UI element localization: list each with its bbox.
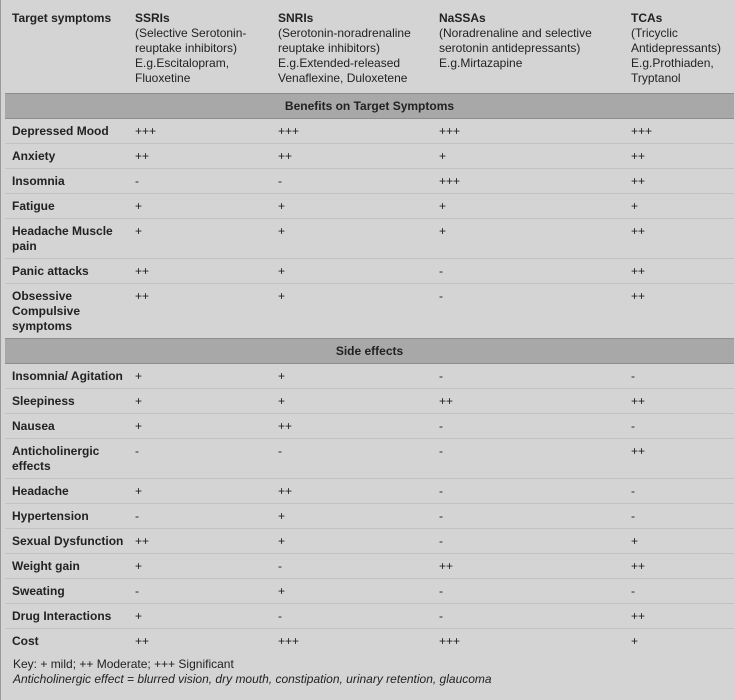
rating-cell: ++ (135, 529, 278, 554)
section-title: Benefits on Target Symptoms (5, 94, 734, 119)
column-header-line: E.g.Mirtazapine (439, 56, 523, 70)
rating-cell: +++ (278, 634, 300, 648)
rating-cell: +++ (631, 119, 734, 144)
row-label: Weight gain (5, 554, 135, 579)
rating-cell: ++ (631, 289, 646, 303)
rating-cell: + (135, 479, 278, 504)
rating-cell: ++ (631, 604, 734, 629)
table-row (5, 169, 734, 194)
header-row (5, 0, 734, 94)
column-header-title: SNRIs (278, 11, 314, 25)
rating-cell: - (439, 604, 631, 629)
rating-cell: + (135, 414, 278, 439)
rating-cell: ++ (135, 634, 150, 648)
rating-cell: - (439, 479, 631, 504)
rating-cell: + (278, 194, 439, 219)
rating-cell: ++ (278, 414, 439, 439)
rating-cell: + (135, 219, 278, 259)
row-label: Cost (12, 634, 39, 648)
rating-cell: + (278, 504, 439, 529)
rating-cell: ++ (278, 144, 439, 169)
rating-cell: + (135, 364, 278, 389)
row-label: Depressed Mood (5, 119, 135, 144)
rating-cell: - (439, 504, 631, 529)
column-header-line: (Noradrenaline and selective (439, 26, 592, 40)
rating-cell: + (135, 554, 278, 579)
rating-cell: + (278, 259, 439, 284)
column-header-line: serotonin antidepressants) (439, 41, 581, 55)
column-header (135, 0, 278, 94)
column-header-line: reuptake inhibitors) (135, 41, 238, 55)
column-header-line: Venaflexine, Duloxetene (278, 71, 408, 85)
rating-cell: ++ (631, 169, 734, 194)
column-header-line: Tryptanol (631, 71, 681, 85)
rating-cell: + (135, 194, 278, 219)
rating-cell: - (439, 414, 631, 439)
rating-cell: - (278, 554, 439, 579)
rating-cell: - (439, 289, 443, 303)
rating-cell: ++ (631, 554, 734, 579)
table-row (5, 554, 734, 579)
rating-cell: + (135, 389, 278, 414)
rating-cell: +++ (439, 119, 631, 144)
rating-cell: ++ (439, 389, 631, 414)
rating-cell: - (631, 364, 734, 389)
rating-cell: + (278, 389, 439, 414)
section-header-row (5, 94, 734, 119)
rating-cell: + (135, 604, 278, 629)
table-row (5, 604, 734, 629)
row-label: Insomnia (5, 169, 135, 194)
row-label: Nausea (5, 414, 135, 439)
rating-cell: ++ (631, 219, 734, 259)
rating-cell: - (631, 579, 734, 604)
table-row (5, 219, 734, 259)
column-header (5, 0, 135, 94)
rating-cell: ++ (135, 259, 278, 284)
column-header-title: NaSSAs (439, 11, 486, 25)
rating-cell: ++ (135, 144, 278, 169)
column-header (631, 0, 734, 94)
rating-cell: - (631, 504, 734, 529)
rating-cell: - (439, 439, 631, 479)
rating-cell: - (135, 169, 278, 194)
rating-cell: ++ (135, 289, 150, 303)
rating-cell: ++ (631, 389, 734, 414)
rating-cell: - (278, 604, 439, 629)
rating-cell: + (631, 634, 639, 648)
table-row (5, 284, 734, 339)
row-label: Panic attacks (5, 259, 135, 284)
rating-cell: + (278, 364, 439, 389)
row-label: Anticholinergic effects (5, 439, 135, 479)
rating-cell: + (278, 579, 439, 604)
column-header (439, 0, 631, 94)
rating-cell: ++ (631, 439, 734, 479)
row-label: Drug Interactions (5, 604, 135, 629)
rating-cell: +++ (439, 634, 461, 648)
row-label: Fatigue (5, 194, 135, 219)
column-header-title: TCAs (631, 11, 663, 25)
column-header-line: reuptake inhibitors) (278, 41, 381, 55)
column-header-line: (Selective Serotonin- (135, 26, 247, 40)
rating-cell: ++ (439, 554, 631, 579)
rating-cell: - (439, 259, 631, 284)
rating-cell: + (439, 219, 631, 259)
table-row (5, 144, 734, 169)
rating-cell: + (278, 529, 439, 554)
table-row (5, 119, 734, 144)
column-header-title: SSRIs (135, 11, 170, 25)
rating-cell: + (278, 219, 439, 259)
rating-cell: +++ (135, 119, 278, 144)
rating-cell: +++ (278, 119, 439, 144)
column-header-line: (Tricyclic (631, 26, 678, 40)
column-header-line: E.g.Escitalopram, (135, 56, 230, 70)
table-footer (13, 657, 492, 687)
footer-key: Key: + mild; ++ Moderate; +++ Significant (13, 657, 234, 671)
table-row (5, 629, 734, 654)
row-label: Sleepiness (5, 389, 135, 414)
rating-cell: + (631, 529, 734, 554)
column-header-line: Fluoxetine (135, 71, 191, 85)
rating-cell: - (439, 529, 631, 554)
rating-cell: ++ (631, 144, 734, 169)
rating-cell: + (439, 144, 631, 169)
table-row (5, 439, 734, 479)
rating-cell: +++ (439, 169, 631, 194)
rating-cell: - (278, 439, 439, 479)
column-header (278, 0, 439, 94)
table-row (5, 389, 734, 414)
row-label: Hypertension (5, 504, 135, 529)
column-header-line: E.g.Prothiaden, (631, 56, 714, 70)
row-label: Anxiety (5, 144, 135, 169)
rating-cell: - (135, 504, 278, 529)
table-row (5, 194, 734, 219)
rating-cell: - (439, 364, 631, 389)
rating-cell: + (278, 289, 286, 303)
rating-cell: - (631, 414, 734, 439)
rating-cell: - (135, 439, 278, 479)
row-label: Headache Muscle pain (5, 219, 135, 259)
antidepressant-comparison-table (5, 0, 734, 653)
table-row (5, 414, 734, 439)
rating-cell: + (631, 194, 734, 219)
row-label: Sexual Dysfunction (5, 529, 135, 554)
column-header-line: (Serotonin-noradrenaline (278, 26, 411, 40)
rating-cell: - (278, 169, 439, 194)
row-label: Insomnia/ Agitation (5, 364, 135, 389)
table-row (5, 529, 734, 554)
footer-note: Anticholinergic effect = blurred vision, dry mouth, constipation, urinary retention, glaucoma (13, 672, 492, 686)
column-header-line: Antidepressants) (631, 41, 722, 55)
section-title: Side effects (5, 339, 734, 364)
rating-cell: ++ (631, 259, 734, 284)
table-row (5, 259, 734, 284)
rating-cell: + (439, 194, 631, 219)
column-header-title: Target symptoms (12, 11, 112, 25)
rating-cell: - (135, 579, 278, 604)
table-row (5, 479, 734, 504)
row-label: Obsessive Compulsive symptoms (12, 289, 81, 333)
row-label: Headache (5, 479, 135, 504)
column-header-line: E.g.Extended-released (278, 56, 401, 70)
row-label: Sweating (5, 579, 135, 604)
rating-cell: - (631, 479, 734, 504)
table-row (5, 579, 734, 604)
section-header-row (5, 339, 734, 364)
rating-cell: - (439, 579, 631, 604)
table-row (5, 504, 734, 529)
table-row (5, 364, 734, 389)
rating-cell: ++ (278, 479, 439, 504)
